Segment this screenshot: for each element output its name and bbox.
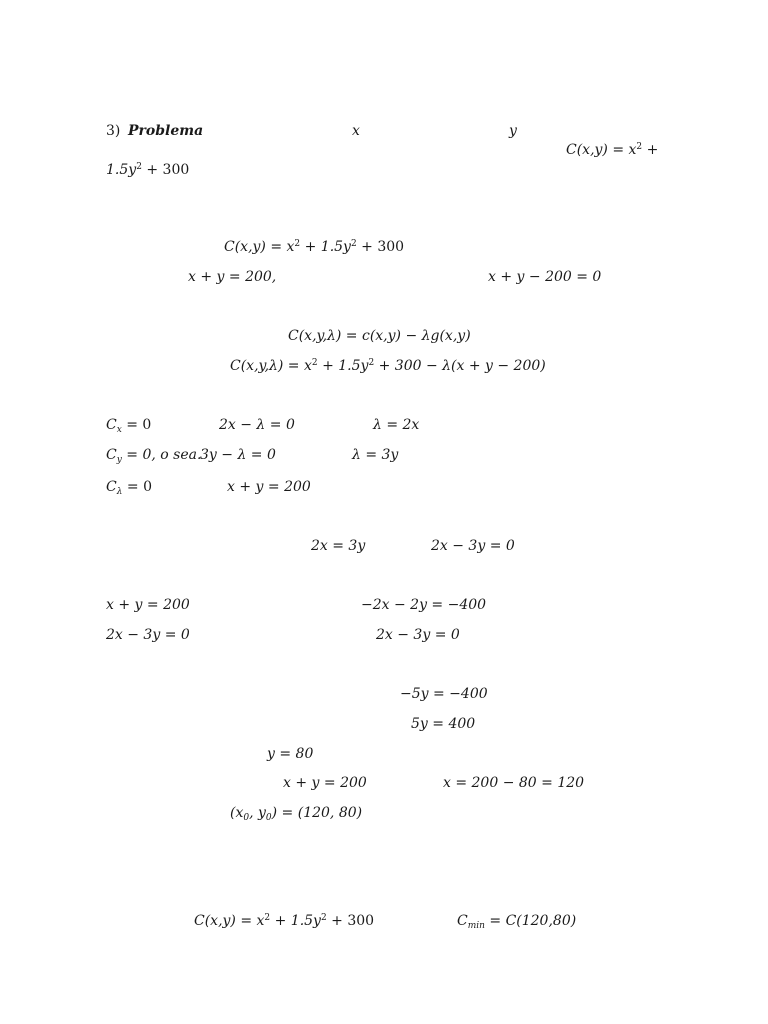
critical-point: ($x_0$, $y_0) = (120$, 80) xyxy=(230,805,363,823)
partial-cy: $C_y = 0$, o sea. xyxy=(106,447,202,465)
variable-x: x xyxy=(352,123,360,139)
equate-lambda-rearranged: 2x − 3y = 0 xyxy=(431,538,515,554)
final-cost-function: $C(x,y) = x^2 + 1.5y^2 + 300$ xyxy=(194,913,375,929)
variable-y: y xyxy=(509,123,517,139)
cost-function-tail: $1.5y^2 + 300$ xyxy=(106,162,190,178)
equate-lambda: 2x = 3y xyxy=(311,538,366,554)
cost-function-head: $C(x,y) = x^2$ + xyxy=(566,142,659,158)
substitution-equation: x + y = 200 xyxy=(283,775,367,791)
elimination-divide: 5y = 400 xyxy=(411,716,476,732)
problem-title: Problema xyxy=(128,123,204,139)
solution-x: x = 200 − 80 = 120 xyxy=(443,775,585,791)
constraint-function: x + y − 200 = 0 xyxy=(488,269,602,285)
system-right-eq1: −2x − 2y = −400 xyxy=(361,597,487,613)
partial-cx-equation: 2x − λ = 0 xyxy=(219,417,295,433)
lagrangian-general: C(x,y,λ) = c(x,y) − λg(x,y) xyxy=(288,328,471,344)
system-left-eq1: x + y = 200 xyxy=(106,597,190,613)
lagrangian-specific: $C(x,y,\lambda) = x^2 + 1.5y^2 + 300 - \lambda(x + y - 200)$ xyxy=(230,358,546,374)
objective-function: $C(x,y) = x^2 + 1.5y^2 + 300$ xyxy=(224,239,405,255)
partial-cy-equation: 3y − λ = 0 xyxy=(200,447,276,463)
partial-clambda-equation: x + y = 200 xyxy=(227,479,311,495)
partial-cx: $C_x = 0$ xyxy=(106,417,152,435)
minimum-cost: $C_{min} = C(120,80)$ xyxy=(457,913,577,931)
elimination-sum: −5y = −400 xyxy=(400,686,488,702)
partial-cy-result: λ = 3y xyxy=(352,447,399,463)
constraint-equation: x + y = 200, xyxy=(188,269,277,285)
system-right-eq2: 2x − 3y = 0 xyxy=(376,627,460,643)
solution-y: y = 80 xyxy=(267,746,314,762)
partial-clambda: $C_\lambda = 0$ xyxy=(106,479,152,497)
problem-number: 3) xyxy=(106,123,121,139)
partial-cx-result: λ = 2x xyxy=(373,417,420,433)
system-left-eq2: 2x − 3y = 0 xyxy=(106,627,190,643)
